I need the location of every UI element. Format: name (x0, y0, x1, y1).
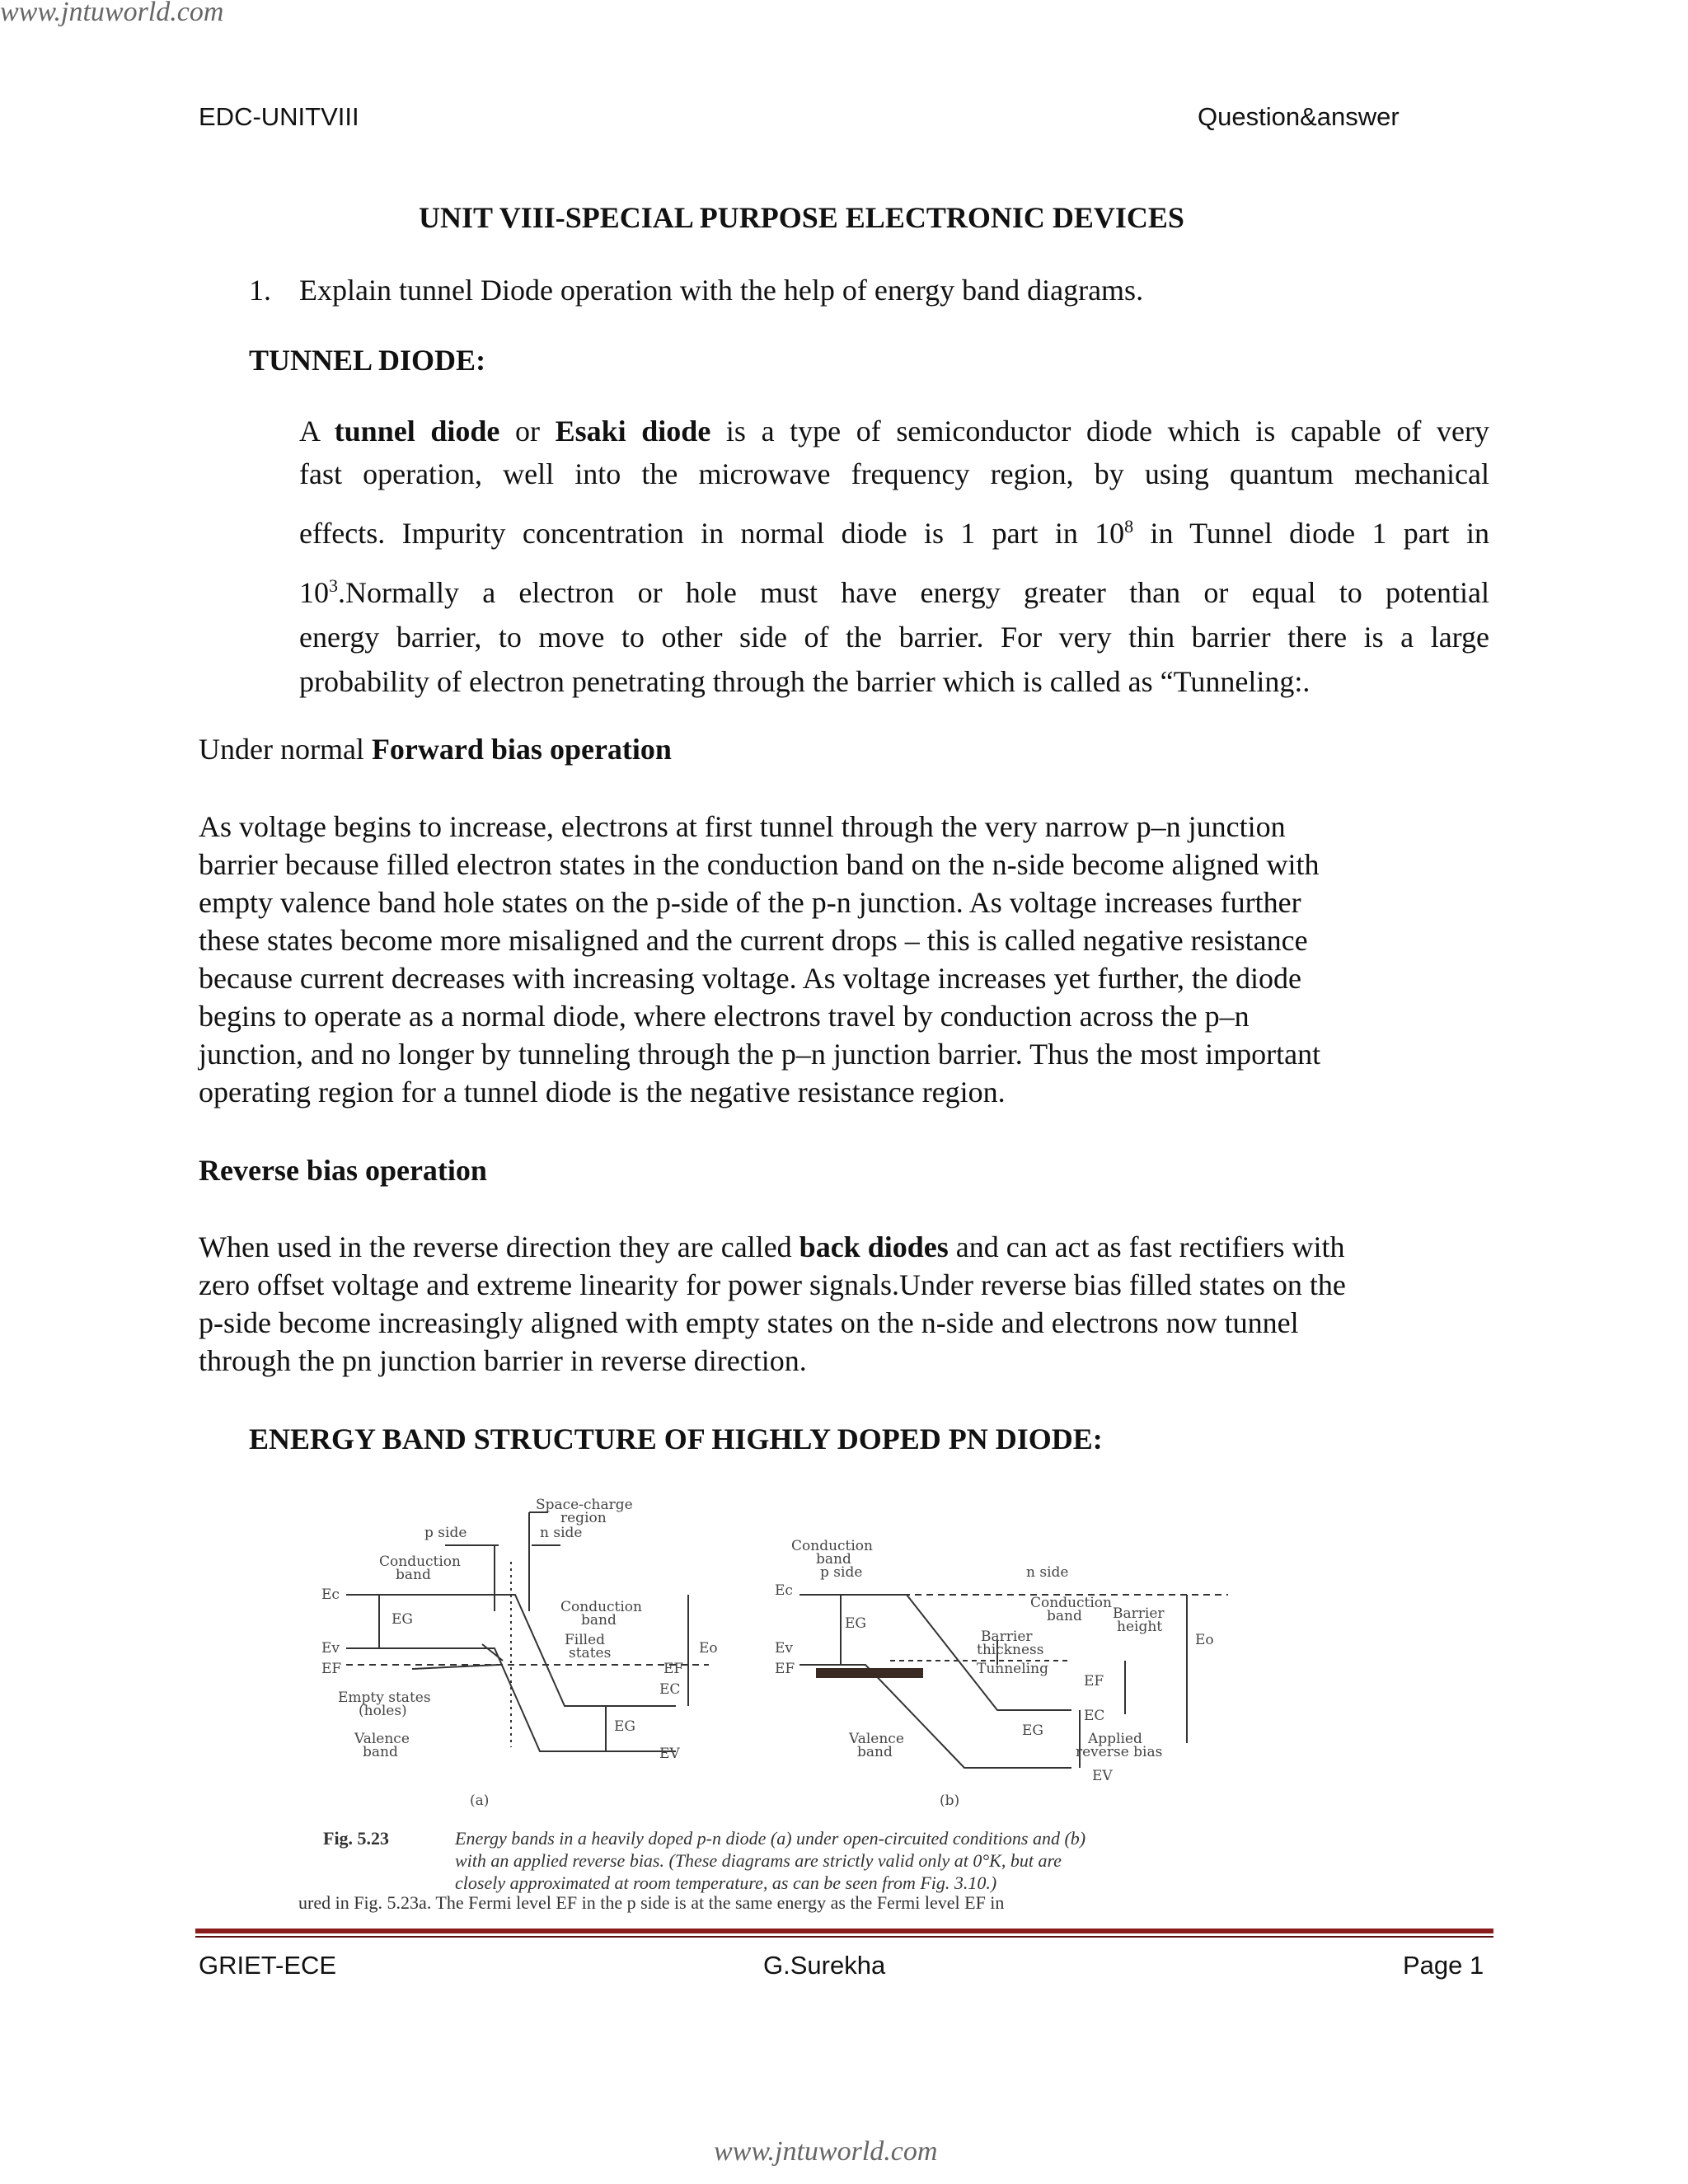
svg-text:Empty states: Empty states (338, 1690, 431, 1706)
intro-paragraph (299, 412, 1489, 701)
footer-rule-bottom (195, 1936, 1493, 1938)
svg-text:Space-charge: Space-charge (536, 1497, 633, 1513)
svg-text:states: states (569, 1645, 612, 1661)
intro-line-2: fast operation, well into the microwave frequency region, by using quantum mechanical (299, 457, 1489, 490)
svg-text:band: band (396, 1567, 431, 1583)
svg-text:(holes): (holes) (359, 1703, 407, 1719)
svg-text:Tunneling: Tunneling (977, 1661, 1048, 1677)
svg-text:EF: EF (1084, 1673, 1104, 1690)
forward-line: operating region for a tunnel diode is the negative resistance region. (199, 1076, 1006, 1108)
svg-text:Conduction: Conduction (1030, 1595, 1112, 1611)
intro-line-1: A tunnel diode or Esaki diode is a type of semiconductor diode which is capable of very (299, 415, 1489, 448)
svg-text:EF: EF (775, 1661, 795, 1677)
svg-text:EC: EC (1084, 1708, 1105, 1724)
section-heading-energy-band: ENERGY BAND STRUCTURE OF HIGHLY DOPED PN DIODE: (249, 1422, 1103, 1455)
header-right: Question&answer (1198, 102, 1400, 131)
svg-text:reverse bias: reverse bias (1076, 1744, 1163, 1760)
term-tunnel-diode: tunnel diode (334, 415, 500, 448)
figure-number: Fig. 5.23 (323, 1828, 390, 1849)
labels-a (321, 1497, 718, 1809)
term-back-diodes: back diodes (799, 1230, 949, 1263)
figure-cut-line: ured in Fig. 5.23a. The Fermi level EF in the p side is at the same energy as the Fermi level EF in (298, 1892, 1005, 1913)
svg-text:EC: EC (659, 1681, 681, 1698)
svg-text:(a): (a) (470, 1793, 490, 1809)
svg-text:EV: EV (1092, 1768, 1113, 1784)
watermark-top: www.jntuworld.com (0, 0, 224, 27)
svg-text:Valence: Valence (849, 1731, 904, 1747)
term-esaki-diode: Esaki diode (555, 415, 711, 448)
svg-text:Ev: Ev (775, 1640, 794, 1657)
header-left: EDC-UNITVIII (199, 102, 359, 131)
svg-text:p side: p side (820, 1564, 863, 1581)
forward-line: empty valence band hole states on the p-side of the p-n junction. As voltage increases further (199, 886, 1301, 919)
svg-text:Applied: Applied (1088, 1731, 1142, 1747)
svg-text:EV: EV (659, 1746, 680, 1762)
forward-line: because current decreases with increasing voltage. As voltage increases yet further, the diode (199, 962, 1302, 995)
forward-line: begins to operate as a normal diode, where electrons travel by conduction across the p–n (199, 1000, 1250, 1033)
svg-text:band: band (363, 1744, 398, 1760)
page-title: UNIT VIII-SPECIAL PURPOSE ELECTRONIC DEVICES (419, 201, 1184, 234)
footer-left: GRIET-ECE (199, 1951, 337, 1980)
intro-line-3: effects. Impurity concentration in normal diode is 1 part in $10^8$ in Tunnel diode 1 part in (299, 516, 1489, 550)
svg-text:band: band (581, 1612, 617, 1629)
section-heading-tunnel-diode: TUNNEL DIODE: (249, 344, 486, 377)
svg-text:height: height (1117, 1619, 1163, 1635)
svg-text:thickness: thickness (977, 1642, 1044, 1658)
svg-text:EF: EF (663, 1661, 684, 1677)
valence-band-b (799, 1665, 1071, 1768)
figure-caption: Energy bands in a heavily doped p-n diode (a) under open-circuited conditions and (b) with an applied reverse bias. (These diagrams are strictly valid only at 0°K, but are closely approximated at room temperature, as can be seen from Fig. 3.10.) (455, 1828, 1086, 1893)
svg-text:EG: EG (392, 1611, 413, 1628)
svg-text:Ec: Ec (321, 1586, 340, 1603)
svg-text:EF: EF (321, 1661, 342, 1677)
page-number: Page 1 (1403, 1951, 1484, 1980)
watermark-bottom: www.jntuworld.com (714, 2136, 938, 2167)
reverse-bias-heading: Reverse bias operation (199, 1154, 487, 1187)
svg-text:EG: EG (845, 1615, 866, 1632)
svg-text:n side: n side (1026, 1564, 1069, 1581)
footer-rule-top (195, 1929, 1493, 1933)
svg-text:Valence: Valence (354, 1731, 410, 1747)
reverse-bias-paragraph (199, 1228, 1346, 1380)
reverse-line-2: zero offset voltage and extreme linearity for power signals.Under reverse bias filled states on the (199, 1268, 1346, 1301)
question-number: 1. (249, 274, 271, 307)
svg-text:p side: p side (424, 1525, 467, 1541)
svg-text:band: band (857, 1744, 893, 1760)
svg-text:Conduction: Conduction (560, 1599, 642, 1615)
forward-line: As voltage begins to increase, electrons at first tunnel through the very narrow p–n junction (199, 810, 1286, 843)
svg-text:Barrier: Barrier (1113, 1605, 1165, 1622)
svg-text:Ec: Ec (775, 1582, 793, 1599)
svg-text:EG: EG (614, 1718, 635, 1735)
svg-text:region: region (560, 1510, 607, 1526)
intro-line-5: energy barrier, to move to other side of the barrier. For very thin barrier there is a large (299, 621, 1489, 654)
svg-text:n side: n side (540, 1525, 583, 1541)
intro-line-6: probability of electron penetrating through the barrier which is called as “Tunneling:. (299, 665, 1311, 698)
footer-center: G.Surekha (763, 1951, 886, 1980)
forward-bias-paragraph (199, 808, 1320, 1111)
forward-line: junction, and no longer by tunneling through the p–n junction barrier. Thus the most important (199, 1038, 1321, 1071)
svg-text:Barrier: Barrier (981, 1629, 1033, 1645)
svg-text:Eo: Eo (699, 1640, 718, 1657)
svg-text:EG: EG (1022, 1722, 1043, 1739)
forward-bias-heading: Under normal Forward bias operation (199, 733, 672, 766)
svg-text:Conduction: Conduction (379, 1554, 461, 1570)
svg-text:Ev: Ev (321, 1640, 340, 1657)
svg-text:(b): (b) (940, 1793, 960, 1809)
svg-text:band: band (816, 1551, 851, 1568)
question-text: Explain tunnel Diode operation with the help of energy band diagrams. (299, 274, 1144, 307)
svg-text:Conduction: Conduction (791, 1538, 873, 1554)
forward-line: these states become more misaligned and the current drops – this is called negative resistance (199, 924, 1308, 957)
svg-text:band: band (1047, 1608, 1082, 1624)
reverse-line-1: When used in the reverse direction they are called back diodes and can act as fast rectifiers with (199, 1230, 1345, 1263)
reverse-line-4: through the pn junction barrier in reverse direction. (199, 1344, 807, 1377)
svg-text:Filled: Filled (565, 1632, 606, 1648)
intro-line-4: $10^3.Normally$ a electron or hole must have energy greater than or equal to potential (299, 575, 1489, 609)
reverse-line-3: p-side become increasingly aligned with empty states on the n-side and electrons now tunnel (199, 1306, 1299, 1339)
forward-line: barrier because filled electron states in the conduction band on the n-side become aligned with (199, 848, 1320, 881)
tunneling-filled-states (816, 1668, 923, 1678)
svg-text:Eo: Eo (1195, 1632, 1214, 1648)
